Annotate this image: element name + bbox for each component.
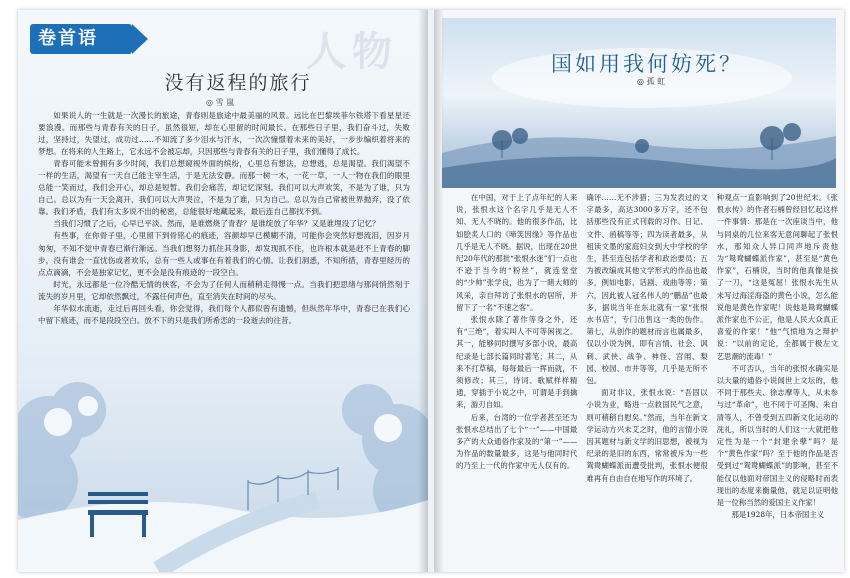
winter-park-illustration [18,370,428,572]
paragraph: 如果说人的一生就是一次漫长的旅途，青春则是旅途中最美丽的风景。远比在巴黎埃菲尔铁塔下看星星还要浪漫。而那些与青春有关的日子，虽然很短，却在心里留的时间最长。在那些日子里，我们奋斗过，失败过，坚持过，失望过，成功过……不知流了多少泪水与汗水，一次次憧憬着未来的美好，一步步编织着将来的梦想。在将来的人生路上，它永远不会被忘却，只因那些与青春有关的日子里，我们懂得了成长。 [38,111,410,157]
text-column [456,192,577,570]
paragraph: 青春可能未曾拥有多少时间，我们总想窥视外面的缤纷，心里总有想法，总想逃，总是渴望。我们渴望不一样的生活，渴望有一天自己能主宰生活，于是无法安静。而那一树一木，一花一草，一人一物在我们的眼里总能一笑而过，我们会开心，却总是短暂。我们会痛苦，却记忆深刻。我们可以大声欢笑，不是为了谁，只为自己。总以为有一天会离开，我们可以大声哭泣，不是为了谁，只为自己。总以为自己常被世界抛弃，没了依靠。我们矛盾，我们有太多说不出的秘密，总能很好地藏起来，最后连自己都找不到。 [38,159,410,217]
article-author: ◎ 孤 虹 [637,77,666,86]
paragraph: 时光，永远都是一位冷酷无情的侠客，不会为了任何人而稍稍走得慢一点。当我们把思绪与那间悄然刻于流失的岁月里，它却依然飘过，不露任何声色，直至消失在时间的尽头。 [38,279,410,301]
text-column [586,192,707,570]
banner-illustration [442,18,836,188]
paragraph: 当我们习惯了之后，心早已平淡。然而，是谁燃烧了青春？是谁绽放了年华？又是谁埋没了记忆？ [53,219,380,229]
paragraph: 不可否认，当年的张恨水确实是以大量的通俗小说闻世上文坛的，他不同于那些夫、徐志摩等人，从未参与过“革命”，也不同于可圣陶、朱自清等人，不曾受到五四新文化运动的洗礼，所以当时的人们这一大就把他定性为是一个“封建余孽”吗？是个“黄色作家”吗？至于他的作品是否受到过“鸳鸯蝴蝶派”的影响，甚至不能仅以他面对帝国主义的侵略时而表现出的态度来衡量他，就足以证明他是一位称当然的爱国主义作家！ [716,363,838,508]
paragraph: 确评……无不涉猎；三为发表过的文字最多，高达3000多万字，还不包括那些没有正式刊载的习作、日记、文件、函稿等等；四为读者最多，从租读文墨的家庭妇女到大中学校的学生，甚至连包括学者和政治要员；五为被改编成其他文学形式的作品也最多，例如电影、话剧、戏曲等等；第六，因此被人冠名伟人的“鹏品”也最多，据说当年在东北就有一家“张恨水书店”，专门出售这一类的伪作。第七，从创作的题材而言也属最多，仅以小说为例，即有言情、社会、讽刺、武侠、战争、神怪、宫闱、梨园、校园、市井等等，几乎是无所不包。 [586,193,708,386]
article-author: ◎ 雪 嵐 [206,98,235,107]
watermark-heading: 人物 [306,28,398,75]
right-page [434,10,844,572]
article-title: 没有返程的旅行 [164,72,312,94]
ink-landscape [442,18,836,188]
magazine-spread [18,10,844,572]
paragraph: 那是1928年，日本帝国主义 [731,510,825,520]
left-page [18,10,428,572]
paragraph: 有些事，在你骨子里，心里留下到骨铭心的痕迹，容颜却早已模糊不清，可能你会突然好想流泪，因岁月匆匆，不知不觉中青春已渐行渐远。当我们想努力抓住其身影，却发现抓不住，也许根本就是赶不上青春的脚步，没有谁会一直忧伤或者欢乐，总有一些人或事在有着我们的心情。让我们洞悉，不知所措，青春里经历的点点滴滴，不会是独家记忆，更不会是没有痕迹的一段空白。 [38,231,410,277]
paragraph: 后来，台湾的一位学者甚至还为张恨水总结出了七个“一”——中国最多产的大众通俗作家及的“第一”——为作品的数量最多，这是与他同时代的乃至上一代的作家中无人仅有的。 [456,412,578,471]
article-body [38,110,410,327]
text-column [717,192,838,570]
paragraph: 张恨水除了著作等身之外，还有“三绝”，着实叫人不可等闲视之。其一，能够同时撰写多部小说，最高纪录是七部长篇同时著笔；其二，从来不打草稿，每每最后一挥而就，不须修改；其三，诗词、歌赋样样精通，穿插于小说之中，可谓是手到擒来，游刃自如。 [456,315,578,410]
paragraph: 种观点一直影响到了20世纪末。《张恨水传》的作者石楠曾经回忆起这样一件事情：那是在一次座谈当中，他与同桌的几位来客无意间聊起了张恨水，那知众人异口同声地斥责他为“鸳鸯蝴蝶派作家”，甚至是“黄色作家”，石楠说，当时的他真像是挨了一刀，“这是冤屈！张恨水先生从未写过海淫海盗的黄色小说，怎么能说他是黄色作家呢！说他是鸳鸯蝴蝶派作家也不公正，他是人民大众真正喜爱的作家！”他“气愤地为之辩护说：“以前的定论，全都属于极左文艺思潮的流毒！” [716,193,838,361]
paragraph: 在中国，对于上了点年纪的人来说，张恨水这个名字几乎是无人不知、无人不晓的。他的很多作品，比如脍炙人口的《啼笑因缘》等作品也几乎是无人不晓。据说，出现在20世纪20年代的那批“张恨水迷”们一点也不逊于当今的“粉丝”，就连堂堂的“少帅”张学良，也为了一睹大师的风采，亲自拜访了张恨水的居所，并留下了一名“不速之客”。 [456,193,578,312]
paragraph: 年华似水流逝，走过后再回头看，你会觉得，我们每个人都似曾有遗憾，但纵然年华中，青春已在我们心中留下痕迹，而不是段段空白。放不下的只是我们所希恋的一段逝去的往昔。 [38,303,410,325]
article-title: 国如用我何妨死？ [551,52,743,76]
column-badge: 卷首语 [30,24,132,54]
paragraph: 面对非议，张恨水说：“吾固以小说为业，略进一点救国民气之意，则可稍稍自慰矣。”然而，当年在新文学运动方兴未艾之时，他的言情小说因其题材与新文学的旧思想，被视为纪录的是旧的东西，常常被斥为一些鸳鸯蝴蝶派而遭受批判，张恨水便很难再有自由自在地写作的环境了。 [586,388,708,483]
article-columns [456,192,838,570]
